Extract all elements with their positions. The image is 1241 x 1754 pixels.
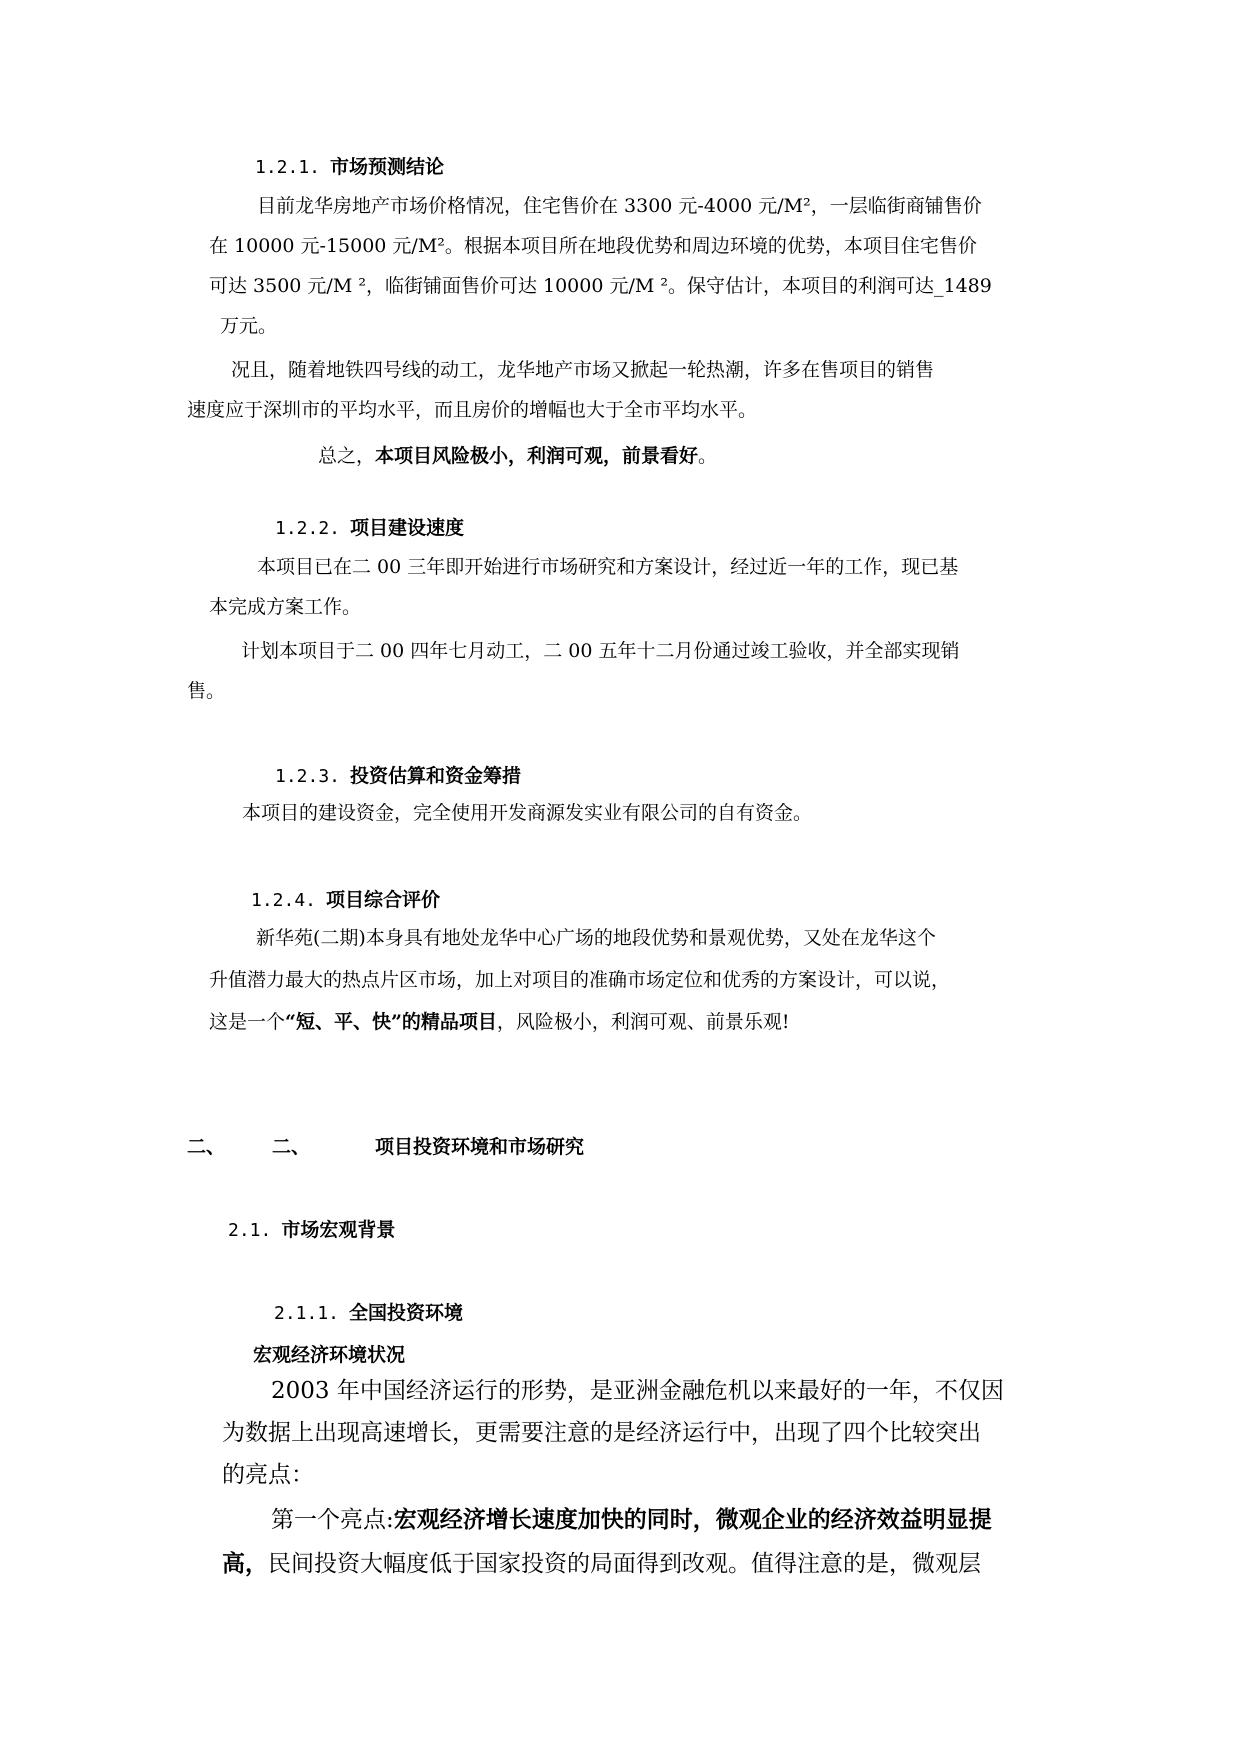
paragraph-line: 的亮点： bbox=[222, 1462, 314, 1488]
paragraph-line: 本完成方案工作。 bbox=[209, 596, 362, 618]
section-number: 2.1.1. bbox=[274, 1303, 340, 1324]
paragraph-line: 万元。 bbox=[220, 315, 278, 337]
paragraph-line bbox=[209, 1002, 790, 1042]
chapter-number-1: 二、 bbox=[187, 1136, 226, 1158]
text-bold: 宏观经济增长速度加快的同时，微观企业的经济效益明显提 bbox=[393, 1506, 992, 1533]
paragraph-line bbox=[222, 1543, 981, 1585]
paragraph-line: 可达 3500 元/M ²，临街铺面售价可达 10000 元/M ²。保守估计，本项目的利润可达_1489 bbox=[209, 275, 992, 297]
text-prefix: 第一个亮点: bbox=[271, 1507, 394, 1533]
text-bold: “短、平、快”的精品项目 bbox=[285, 1011, 497, 1033]
chapter-title: 项目投资环境和市场研究 bbox=[375, 1136, 585, 1158]
paragraph-line: 为数据上出现高速增长，更需要注意的是经济运行中，出现了四个比较突出 bbox=[222, 1420, 981, 1446]
section-heading-1-2-4 bbox=[251, 885, 440, 912]
conclusion-prefix: 总之， bbox=[318, 445, 376, 467]
section-title: 市场宏观背景 bbox=[281, 1219, 396, 1241]
paragraph-line: 2003 年中国经济运行的形势，是亚洲金融危机以来最好的一年，不仅因 bbox=[271, 1378, 1004, 1404]
chapter-number-2: 二、 bbox=[272, 1136, 311, 1158]
paragraph-line: 升值潜力最大的热点片区市场，加上对项目的准确市场定位和优秀的方案设计，可以说， bbox=[209, 969, 951, 991]
conclusion-suffix: 。 bbox=[698, 445, 718, 467]
paragraph-line: 本项目已在二 00 三年即开始进行市场研究和方案设计，经过近一年的工作，现已基 bbox=[257, 556, 959, 578]
section-number: 1.2.2. bbox=[275, 518, 341, 539]
paragraph-line: 售。 bbox=[187, 680, 226, 702]
section-heading-2-1 bbox=[228, 1215, 395, 1242]
section-number: 1.2.3. bbox=[275, 766, 341, 787]
paragraph-line: 计划本项目于二 00 四年七月动工，二 00 五年十二月份通过竣工验收，并全部实现销 bbox=[241, 640, 960, 662]
text-rest: 民间投资大幅度低于国家投资的局面得到改观。值得注意的是，微观层 bbox=[268, 1551, 981, 1577]
section-number: 1.2.1. bbox=[255, 157, 321, 178]
paragraph-line: 目前龙华房地产市场价格情况，住宅售价在 3300 元-4000 元/M²，一层临街商铺售价 bbox=[257, 195, 982, 217]
section-heading-1-2-1 bbox=[255, 152, 444, 179]
paragraph-line: 在 10000 元-15000 元/M²。根据本项目所在地段优势和周边环境的优势，本项目住宅售价 bbox=[209, 235, 977, 257]
section-heading-1-2-2 bbox=[275, 513, 464, 540]
section-title: 投资估算和资金筹措 bbox=[350, 765, 522, 787]
paragraph-line: 况且，随着地铁四号线的动工，龙华地产市场又掀起一轮热潮，许多在售项目的销售 bbox=[231, 359, 935, 381]
paragraph-line: 新华苑(二期)本身具有地处龙华中心广场的地段优势和景观优势，又处在龙华这个 bbox=[256, 927, 936, 949]
section-heading-2-1-1 bbox=[274, 1298, 463, 1325]
section-number: 2.1. bbox=[228, 1220, 272, 1241]
text-suffix: ，风险极小，利润可观、前景乐观! bbox=[496, 1011, 790, 1033]
section-heading-1-2-3 bbox=[275, 761, 521, 788]
section-title: 全国投资环境 bbox=[349, 1302, 464, 1324]
text-bold: 高， bbox=[222, 1550, 268, 1577]
text-prefix: 这是一个 bbox=[209, 1011, 286, 1033]
section-number: 1.2.4. bbox=[251, 890, 317, 911]
conclusion-bold: 本项目风险极小，利润可观，前景看好 bbox=[375, 445, 699, 467]
paragraph-line: 本项目的建设资金，完全使用开发商源发实业有限公司的自有资金。 bbox=[242, 802, 813, 824]
section-title: 项目综合评价 bbox=[326, 889, 441, 911]
section-title: 项目建设速度 bbox=[350, 517, 465, 539]
paragraph-line: 速度应于深圳市的平均水平，而且房价的增幅也大于全市平均水平。 bbox=[187, 399, 758, 421]
subsection-title: 宏观经济环境状况 bbox=[253, 1344, 406, 1366]
paragraph-line bbox=[271, 1499, 992, 1541]
conclusion-line bbox=[318, 436, 717, 476]
section-title: 市场预测结论 bbox=[330, 156, 445, 178]
